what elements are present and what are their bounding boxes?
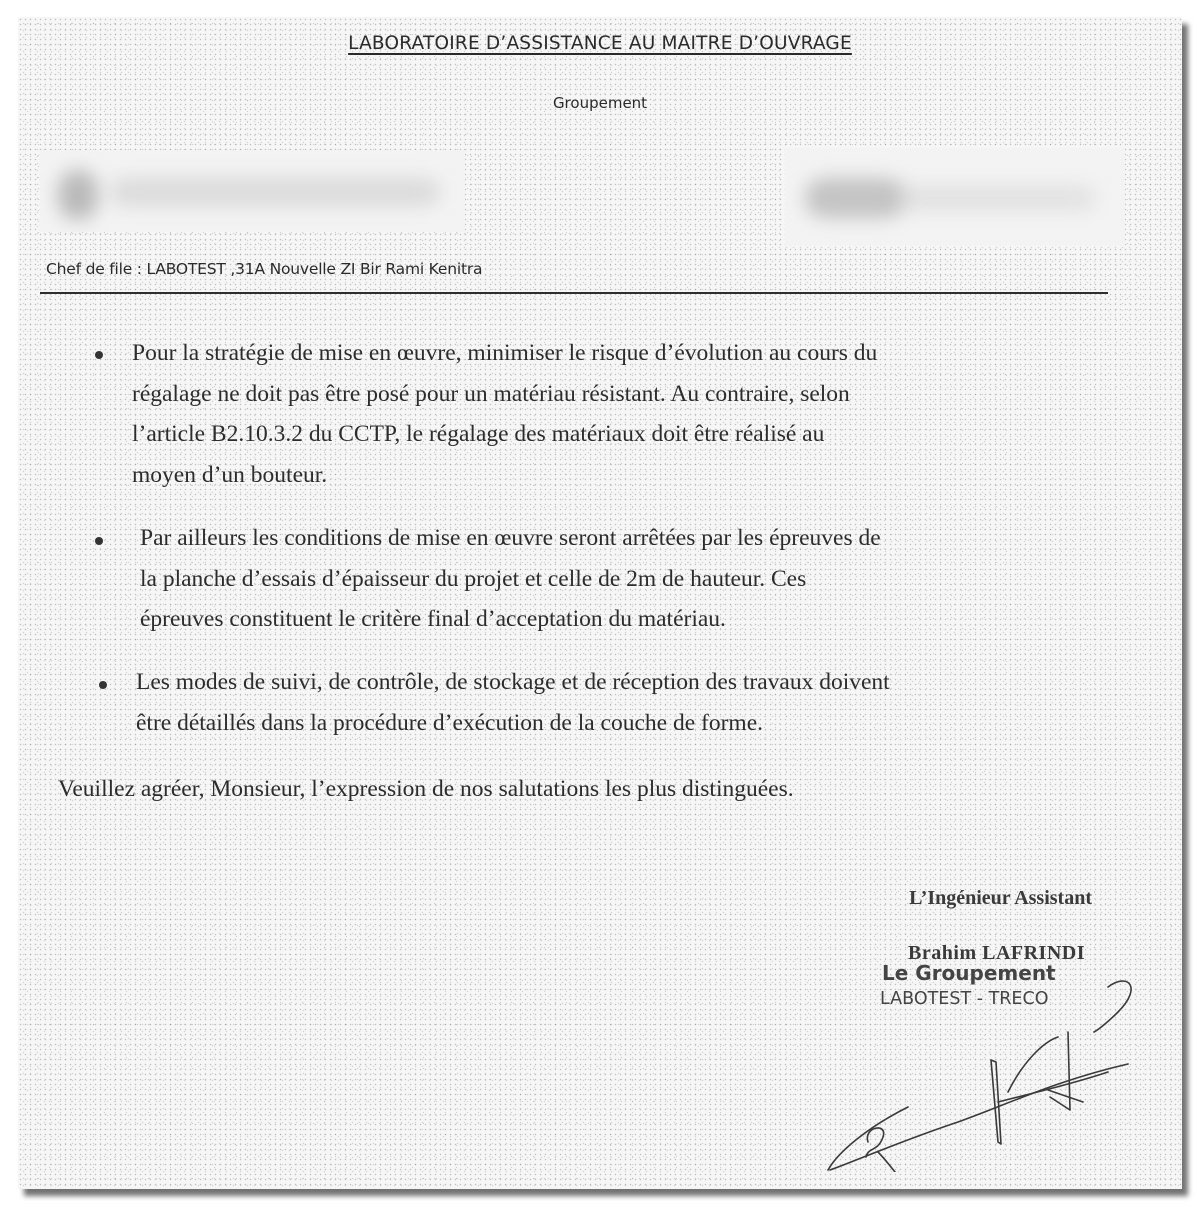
redacted-logo-left: [40, 150, 465, 232]
letter-page: [18, 17, 1182, 1189]
bullet-line: régalage ne doit pas être posé pour un matériau résistant. Au contraire, selon: [132, 380, 850, 407]
bullet-icon: [99, 681, 107, 689]
bullet-line: Pour la stratégie de mise en œuvre, minimiser le risque d’évolution au cours du: [132, 340, 878, 366]
chef-de-file-line: Chef de file : LABOTEST ,31A Nouvelle ZI Bir Rami Kenitra: [46, 260, 483, 278]
bullet-line: Les modes de suivi, de contrôle, de stockage et de réception des travaux doivent: [136, 669, 890, 695]
stamp-line-1: Le Groupement: [882, 961, 1056, 985]
bullet-item: [140, 518, 1112, 640]
header-divider: [40, 292, 1108, 294]
closing-salutation: Veuillez agréer, Monsieur, l’expression de nos salutations les plus distinguées.: [58, 776, 794, 802]
stamp-line-2: LABOTEST - TRECO: [880, 989, 1049, 1009]
redacted-logo-right: [785, 148, 1125, 245]
bullet-icon: [95, 351, 103, 359]
letterhead-subtitle: Groupement: [552, 94, 648, 112]
handwritten-signature: [808, 942, 1148, 1172]
bullet-line: être détaillés dans la procédure d’exécution de la couche de forme.: [136, 709, 764, 736]
bullet-line: Par ailleurs les conditions de mise en œuvre seront arrêtées par les épreuves de: [140, 525, 881, 551]
signatory-role: L’Ingénieur Assistant: [909, 887, 1092, 909]
bullet-item: [132, 333, 1112, 495]
signatory-name: Brahim LAFRINDI: [908, 942, 1085, 964]
letterhead-title-text: LABORATOIRE D’ASSISTANCE AU MAITRE D’OUVRAGE: [348, 33, 852, 54]
bullet-icon: [95, 537, 103, 545]
bullet-line: l’article B2.10.3.2 du CCTP, le régalage des matériaux doit être réalisé au: [132, 421, 825, 447]
letterhead-title: [18, 33, 1182, 54]
bullet-line: épreuves constituent le critère final d’acceptation du matériau.: [140, 606, 726, 632]
bullet-item: [136, 662, 1116, 743]
bullet-line: la planche d’essais d’épaisseur du projet et celle de 2m de hauteur. Ces: [140, 565, 807, 592]
bullet-line: moyen d’un bouteur.: [132, 461, 328, 488]
